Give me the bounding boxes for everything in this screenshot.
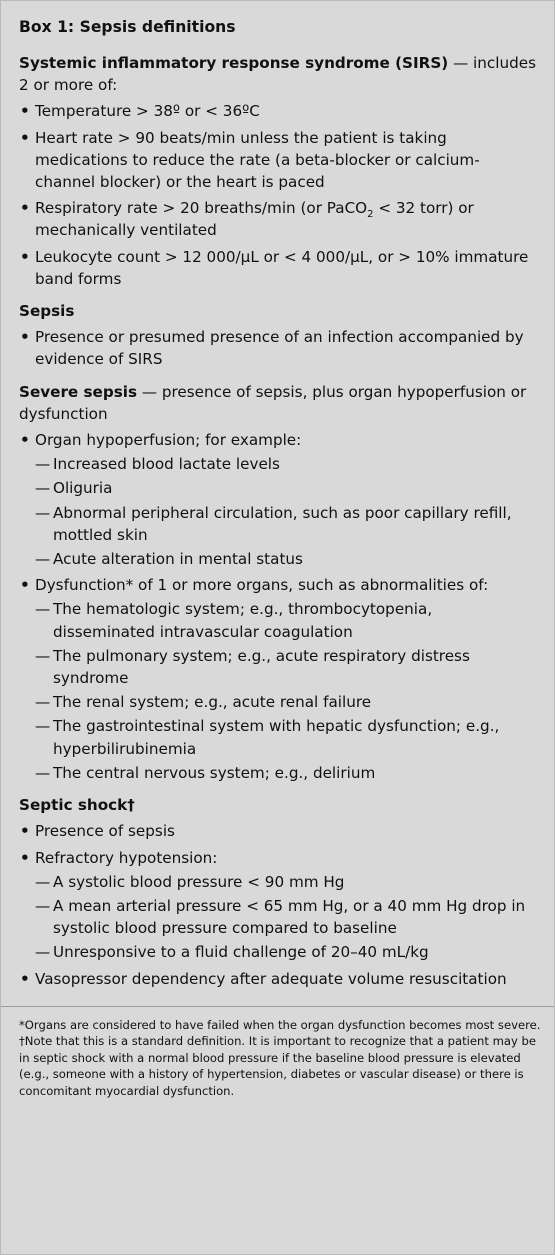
dash-icon: — xyxy=(35,503,51,522)
systolic-item: A systolic blood pressure < 90 mm Hg xyxy=(53,872,345,891)
footnote-star: *Organs are considered to have failed when the organ dysfunction becomes most severe. xyxy=(19,1017,541,1032)
list-item xyxy=(19,574,538,784)
hypotension-sublist xyxy=(35,871,538,964)
list-item xyxy=(19,820,538,842)
lactate-item: Increased blood lactate levels xyxy=(53,455,280,474)
sub-list-item xyxy=(35,941,538,963)
bullet-icon: • xyxy=(20,247,30,266)
sub-list-item xyxy=(35,871,538,893)
dash-icon: — xyxy=(35,600,51,619)
sirs-temperature: Temperature > 38º or < 36ºC xyxy=(35,102,260,121)
list-item xyxy=(19,968,538,990)
bullet-icon: • xyxy=(20,102,30,121)
oliguria-item: Oliguria xyxy=(53,479,113,498)
bullet-icon: • xyxy=(20,199,30,218)
circulation-item: Abnormal peripheral circulation, such as poor capillary refill, mottled skin xyxy=(53,503,512,544)
footnote-dagger: †Note that this is a standard definition. It is important to recognize that a patient may be in septic shock with a normal blood pressure if the baseline blood pressure is elevated (e.g., someone with a history of hypertension, diabetes or vascular disease) or there is concomitant myocardial dysfunction. xyxy=(19,1034,537,1098)
bullet-icon: • xyxy=(20,576,30,595)
sirs-heading-dash: — xyxy=(448,54,474,72)
sepsis-heading xyxy=(19,300,538,322)
severe-heading-bold: Severe sepsis xyxy=(19,382,138,401)
list-item xyxy=(19,326,538,370)
sub-list-item xyxy=(35,598,538,642)
septic-shock-heading xyxy=(19,794,538,816)
box-title: Box 1: Sepsis definitions xyxy=(19,18,236,36)
sirs-rr-subscript: 2 xyxy=(367,209,374,221)
dash-icon: — xyxy=(35,455,51,474)
vasopressor-item: Vasopressor dependency after adequate volume resuscitation xyxy=(35,969,507,988)
severe-heading-dash: — xyxy=(137,382,162,401)
hematologic-item: The hematologic system; e.g., thrombocytopenia, disseminated intravascular coagulation xyxy=(53,600,433,641)
list-item xyxy=(19,100,538,122)
renal-item: The renal system; e.g., acute renal failure xyxy=(53,693,372,712)
sub-list-item xyxy=(35,645,538,689)
cns-item: The central nervous system; e.g., delirium xyxy=(53,763,376,782)
sub-list-item xyxy=(35,548,538,570)
dash-icon: — xyxy=(35,646,51,665)
sirs-heading-bold: Systemic inflammatory response syndrome (SIRS) xyxy=(19,54,449,72)
sirs-rr-text-b: < 32 torr) or mechanically ventilated xyxy=(35,199,474,240)
dash-icon: — xyxy=(35,479,51,498)
bullet-icon: • xyxy=(20,848,30,867)
sub-list-item xyxy=(35,502,538,546)
bullet-icon: • xyxy=(20,128,30,147)
dash-icon: — xyxy=(35,763,51,782)
pulmonary-item: The pulmonary system; e.g., acute respiratory distress syndrome xyxy=(53,646,470,688)
sirs-respiratory-rate xyxy=(35,199,474,239)
dash-icon: — xyxy=(35,693,51,712)
shock-heading-bold: Septic shock† xyxy=(19,796,135,815)
sub-list-item xyxy=(35,715,538,759)
dash-icon: — xyxy=(35,872,51,891)
mental-status-item: Acute alteration in mental status xyxy=(53,550,303,569)
septic-shock-list xyxy=(19,820,538,989)
severe-sepsis-heading xyxy=(19,381,538,425)
footnotes xyxy=(1,1006,554,1100)
bullet-icon: • xyxy=(20,969,30,988)
sirs-list xyxy=(19,100,538,290)
fluid-challenge-item: Unresponsive to a fluid challenge of 20–40 mL/kg xyxy=(53,943,429,962)
gastrointestinal-item: The gastrointestinal system with hepatic dysfunction; e.g., hyperbilirubinemia xyxy=(53,717,500,758)
list-item xyxy=(19,127,538,194)
dash-icon: — xyxy=(35,550,51,569)
list-item xyxy=(19,246,538,290)
list-item xyxy=(19,429,538,570)
sirs-heading xyxy=(19,52,538,96)
dash-icon: — xyxy=(35,896,51,915)
sub-list-item xyxy=(35,691,538,713)
dash-icon: — xyxy=(35,717,51,736)
dysfunction-sublist xyxy=(35,598,538,784)
shock-presence: Presence of sepsis xyxy=(35,822,175,841)
dysfunction-label: Dysfunction* of 1 or more organs, such as abnormalities of: xyxy=(35,576,489,595)
hypoperfusion-label: Organ hypoperfusion; for example: xyxy=(35,431,302,450)
sub-list-item xyxy=(35,477,538,499)
map-item: A mean arterial pressure < 65 mm Hg, or a 40 mm Hg drop in systolic blood pressure compared to baseline xyxy=(53,896,526,938)
list-item xyxy=(19,847,538,964)
sirs-rr-text-a: Respiratory rate > 20 breaths/min (or Pa xyxy=(35,199,345,218)
severe-heading-rest: presence of sepsis, plus organ hypoperfusion or dysfunction xyxy=(19,382,527,423)
hypotension-label: Refractory hypotension: xyxy=(35,848,218,867)
sub-list-item xyxy=(35,895,538,939)
sirs-rr-symbol: CO xyxy=(344,199,368,218)
sepsis-heading-bold: Sepsis xyxy=(19,302,75,321)
bullet-icon: • xyxy=(20,431,30,450)
bullet-icon: • xyxy=(20,822,30,841)
sirs-leukocyte-count: Leukocyte count > 12 000/µL or < 4 000/µL, or > 10% immature band forms xyxy=(35,247,529,288)
sub-list-item xyxy=(35,762,538,784)
bullet-icon: • xyxy=(20,328,30,347)
sub-list-item xyxy=(35,453,538,475)
hypoperfusion-sublist xyxy=(35,453,538,570)
severe-sepsis-list xyxy=(19,429,538,784)
sirs-heart-rate: Heart rate > 90 beats/min unless the patient is taking medications to reduce the rate (a beta-blocker or calcium-channel blocker) or the heart is paced xyxy=(35,128,480,192)
sepsis-list xyxy=(19,326,538,370)
list-item xyxy=(19,197,538,241)
dash-icon: — xyxy=(35,943,51,962)
sirs-heading-rest: includes 2 or more of: xyxy=(19,54,536,95)
sepsis-presence: Presence or presumed presence of an infection accompanied by evidence of SIRS xyxy=(35,328,524,369)
